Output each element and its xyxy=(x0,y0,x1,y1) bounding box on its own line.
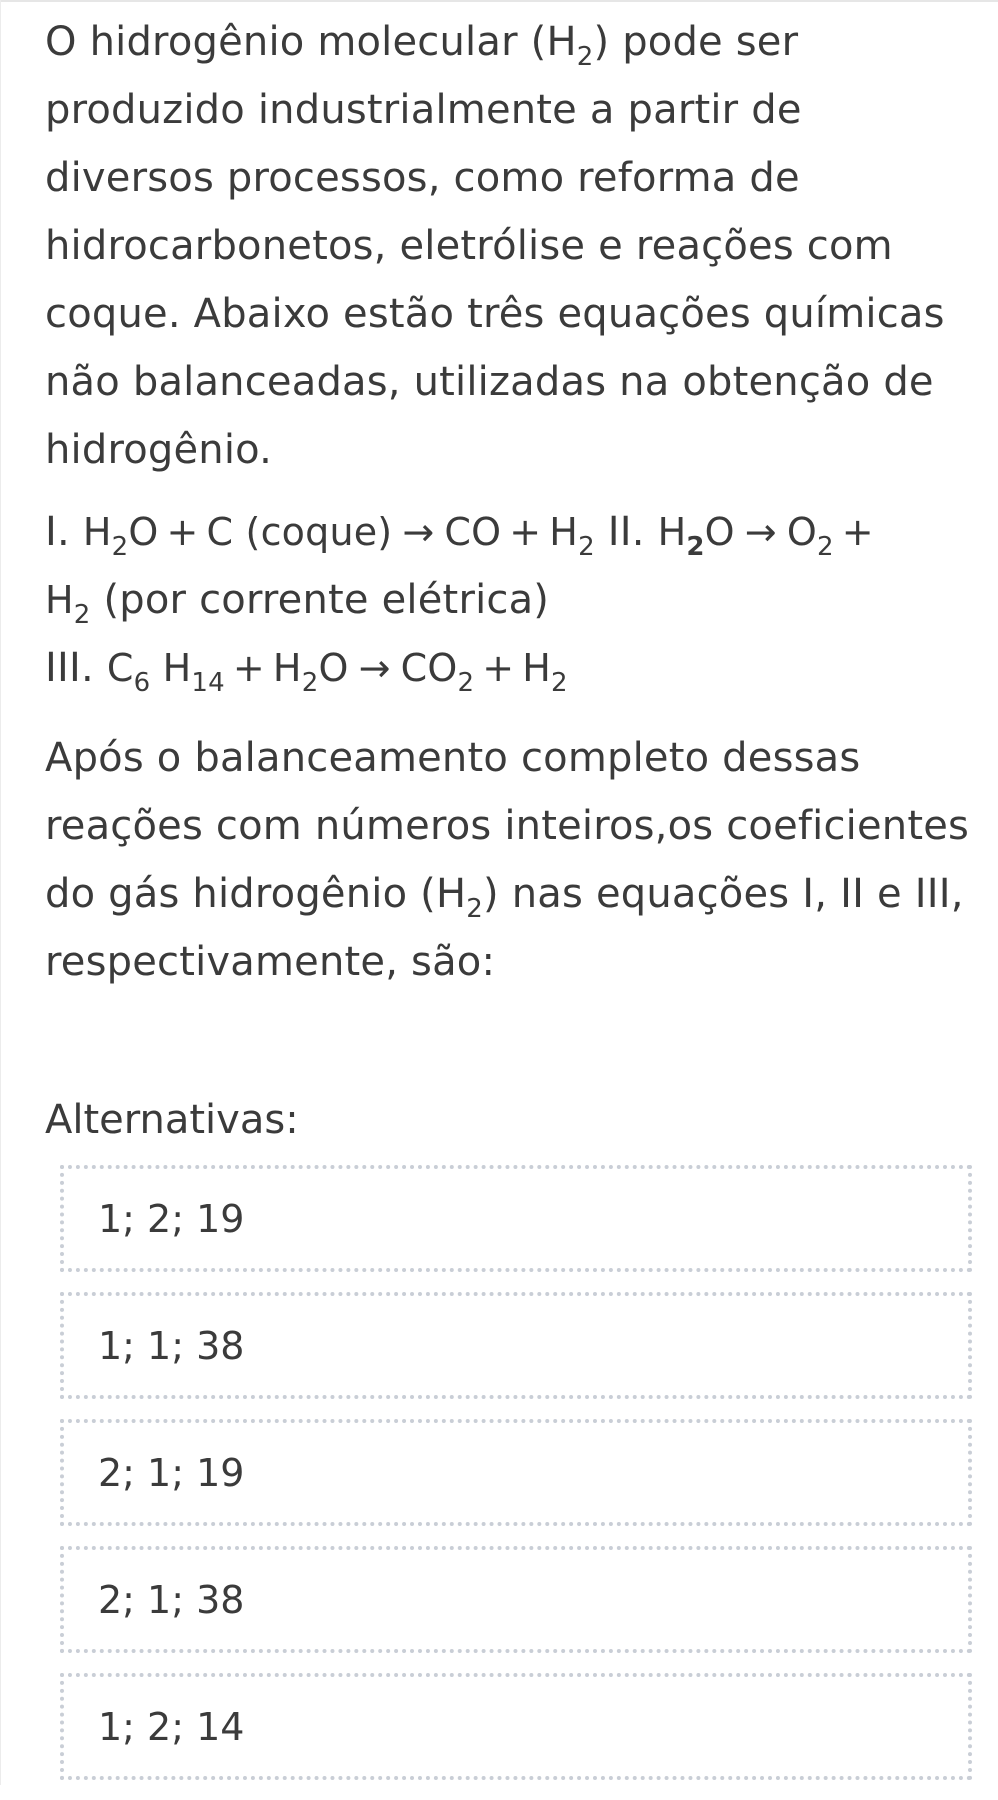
eq3-h2o-sub: 2 xyxy=(301,668,319,698)
eq1-plus-2: + xyxy=(509,510,542,554)
eq3-co2: CO xyxy=(400,646,458,690)
eq2-h-sub: 2 xyxy=(686,532,705,562)
intro-subscript: 2 xyxy=(576,42,594,72)
outro-paragraph xyxy=(45,724,975,996)
alternative-label: 1; 2; 14 xyxy=(98,1704,245,1749)
outro-subscript: 2 xyxy=(466,894,484,924)
equations-block xyxy=(45,498,975,702)
eq3-h2: H xyxy=(522,646,552,690)
outro-text-a: Após o balanceamento completo dessas reações com números inteiros,os coeficientes do gás hidrogênio (H xyxy=(45,735,970,917)
eq3-h2-sub: 2 xyxy=(551,668,568,698)
eq1-co: CO xyxy=(444,510,502,554)
eq1-plus-1: + xyxy=(166,510,199,554)
question-text xyxy=(45,8,975,996)
alternative-option[interactable] xyxy=(60,1673,972,1780)
alternatives-list xyxy=(60,1165,972,1800)
alternative-option[interactable] xyxy=(60,1292,972,1399)
equation-1 xyxy=(82,510,595,562)
eq1-coque: C (coque) xyxy=(206,510,393,554)
alternative-label: 1; 1; 38 xyxy=(98,1323,245,1368)
alternative-option[interactable] xyxy=(60,1419,972,1526)
alternative-option[interactable] xyxy=(60,1165,972,1272)
equation-2-label: II. xyxy=(607,509,645,555)
eq2-o2-sub: 2 xyxy=(816,532,834,562)
equation-line-3 xyxy=(45,634,975,702)
eq3-co2-sub: 2 xyxy=(457,668,475,698)
eq3-c: C xyxy=(106,646,134,690)
intro-text-b: ) pode ser produzido industrialmente a partir de diversos processos, como reforma de hidrocarbonetos, eletrólise e reações com coque. Abaixo estão três equações químicas não balanceadas, utilizadas na obtenção de hidrogênio. xyxy=(45,19,945,473)
intro-text-a: O hidrogênio molecular (H xyxy=(45,19,577,65)
eq2-h: H xyxy=(657,510,687,554)
eq3-c-sub: 6 xyxy=(133,668,151,698)
eq3-h-sub: 14 xyxy=(191,668,225,698)
eq2-h2: H xyxy=(45,578,74,622)
eq2-arrow: → xyxy=(744,510,777,554)
alternatives-title: Alternativas: xyxy=(45,1097,299,1143)
eq2-o2: O xyxy=(786,510,817,554)
eq3-h2o-o: O xyxy=(318,646,349,690)
eq1-h: H xyxy=(82,510,112,554)
eq2-note: (por corrente elétrica) xyxy=(103,577,550,623)
outro-text-b: ) nas equações I, II e III, respectivamente, são: xyxy=(45,871,964,985)
eq3-h: H xyxy=(162,646,192,690)
equation-2 xyxy=(657,510,882,562)
alternative-label: 2; 1; 19 xyxy=(98,1450,245,1495)
eq3-arrow: → xyxy=(358,646,391,690)
eq2-o: O xyxy=(704,510,735,554)
top-divider xyxy=(0,0,998,2)
alternative-option[interactable] xyxy=(60,1546,972,1653)
eq3-plus-1: + xyxy=(232,646,265,690)
alternative-label: 1; 2; 19 xyxy=(98,1196,245,1241)
left-divider xyxy=(0,0,1,1785)
eq1-h-sub: 2 xyxy=(111,532,129,562)
eq1-h2: H xyxy=(549,510,579,554)
eq2-h2-sub: 2 xyxy=(73,600,91,630)
intro-paragraph xyxy=(45,8,975,484)
eq1-h2-sub: 2 xyxy=(578,532,595,562)
eq1-arrow: → xyxy=(402,510,435,554)
eq3-plus-2: + xyxy=(482,646,515,690)
eq1-o: O xyxy=(128,510,159,554)
eq2-plus: + xyxy=(841,510,874,554)
equation-line-2 xyxy=(45,566,975,634)
equation-2-cont xyxy=(45,578,91,630)
equation-line-1 xyxy=(45,498,975,566)
equation-1-label: I. xyxy=(45,509,70,555)
eq3-h2o-h: H xyxy=(272,646,302,690)
equation-3 xyxy=(106,646,568,698)
equation-3-label: III. xyxy=(45,645,94,691)
alternative-label: 2; 1; 38 xyxy=(98,1577,245,1622)
